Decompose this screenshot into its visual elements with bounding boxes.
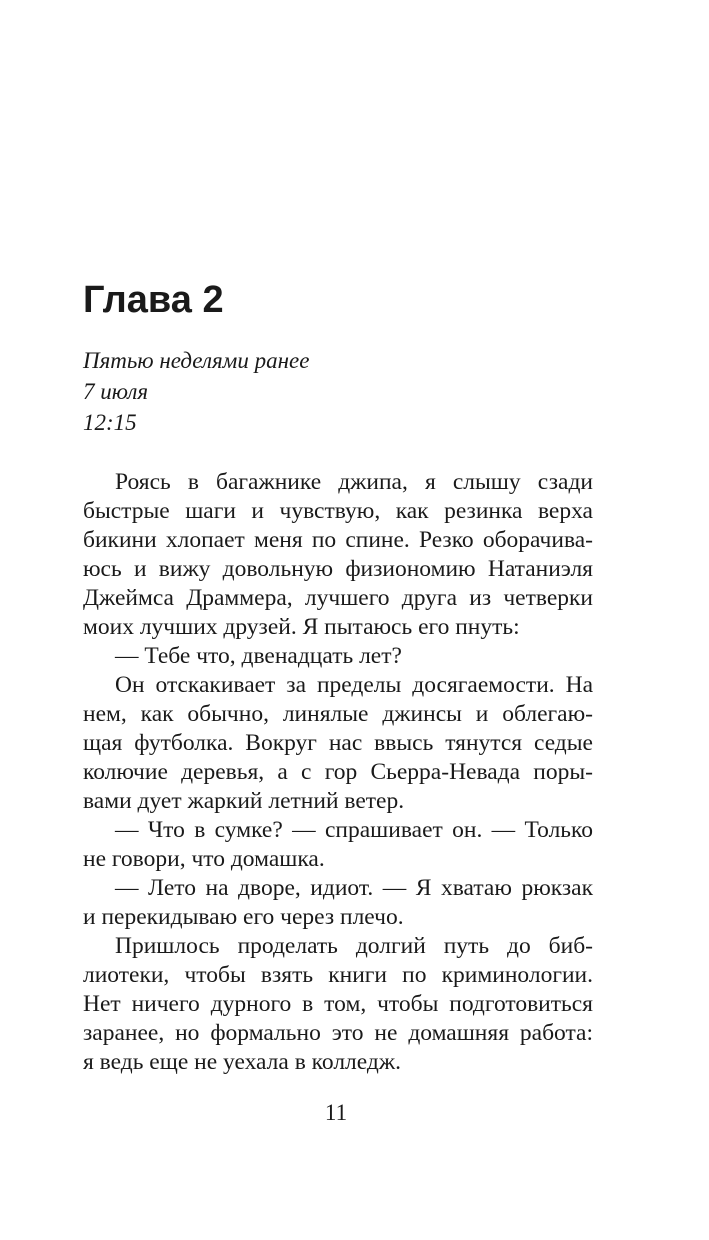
epigraph-date: 7 июля bbox=[83, 379, 149, 404]
dialogue-line: — Лето на дворе, идиот. — Я хватаю рюкзак bbox=[115, 875, 593, 901]
text-line: колючие деревья, а с гор Сьерра-Невада поры- bbox=[83, 759, 593, 785]
chapter-body bbox=[83, 468, 593, 1077]
text-line: Роясь в багажнике джипа, я слышу сзади bbox=[115, 469, 593, 495]
text-line: Он отскакивает за пределы досягаемости. На bbox=[115, 672, 593, 698]
text-line: бикини хлопает меня по спине. Резко оборачива- bbox=[83, 527, 593, 553]
text-line: нем, как обычно, линялые джинсы и облегаю- bbox=[83, 701, 593, 727]
text-line: заранее, но формально это не домашняя работа: bbox=[83, 1020, 593, 1046]
dialogue-line: — Тебе что, двенадцать лет? bbox=[115, 643, 402, 669]
page-number: 11 bbox=[324, 1100, 348, 1125]
chapter-title: Глава 2 bbox=[83, 279, 224, 321]
text-line: вами дует жаркий летний ветер. bbox=[83, 788, 405, 814]
dialogue-line: — Что в сумке? — спрашивает он. — Только bbox=[115, 817, 593, 843]
text-line: Пришлось проделать долгий путь до биб- bbox=[115, 933, 593, 959]
text-line: Нет ничего дурного в том, чтобы подготовиться bbox=[83, 991, 593, 1017]
epigraph-time: 12:15 bbox=[83, 410, 137, 435]
dialogue-line: не говори, что домашка. bbox=[83, 846, 325, 872]
text-line: лиотеки, чтобы взять книги по криминологии. bbox=[83, 962, 593, 988]
text-line: Джеймса Драммера, лучшего друга из четверки bbox=[83, 585, 593, 611]
chapter-epigraph bbox=[83, 345, 309, 438]
text-line: я ведь еще не уехала в колледж. bbox=[83, 1049, 401, 1075]
text-line: моих лучших друзей. Я пытаюсь его пнуть: bbox=[83, 614, 520, 640]
text-line: быстрые шаги и чувствую, как резинка верха bbox=[83, 498, 593, 524]
text-line: щая футболка. Вокруг нас ввысь тянутся седые bbox=[83, 730, 593, 756]
text-line: юсь и вижу довольную физиономию Натаниэля bbox=[83, 556, 593, 582]
dialogue-line: и перекидываю его через плечо. bbox=[83, 904, 404, 930]
epigraph-time-ago: Пятью неделями ранее bbox=[83, 348, 310, 373]
